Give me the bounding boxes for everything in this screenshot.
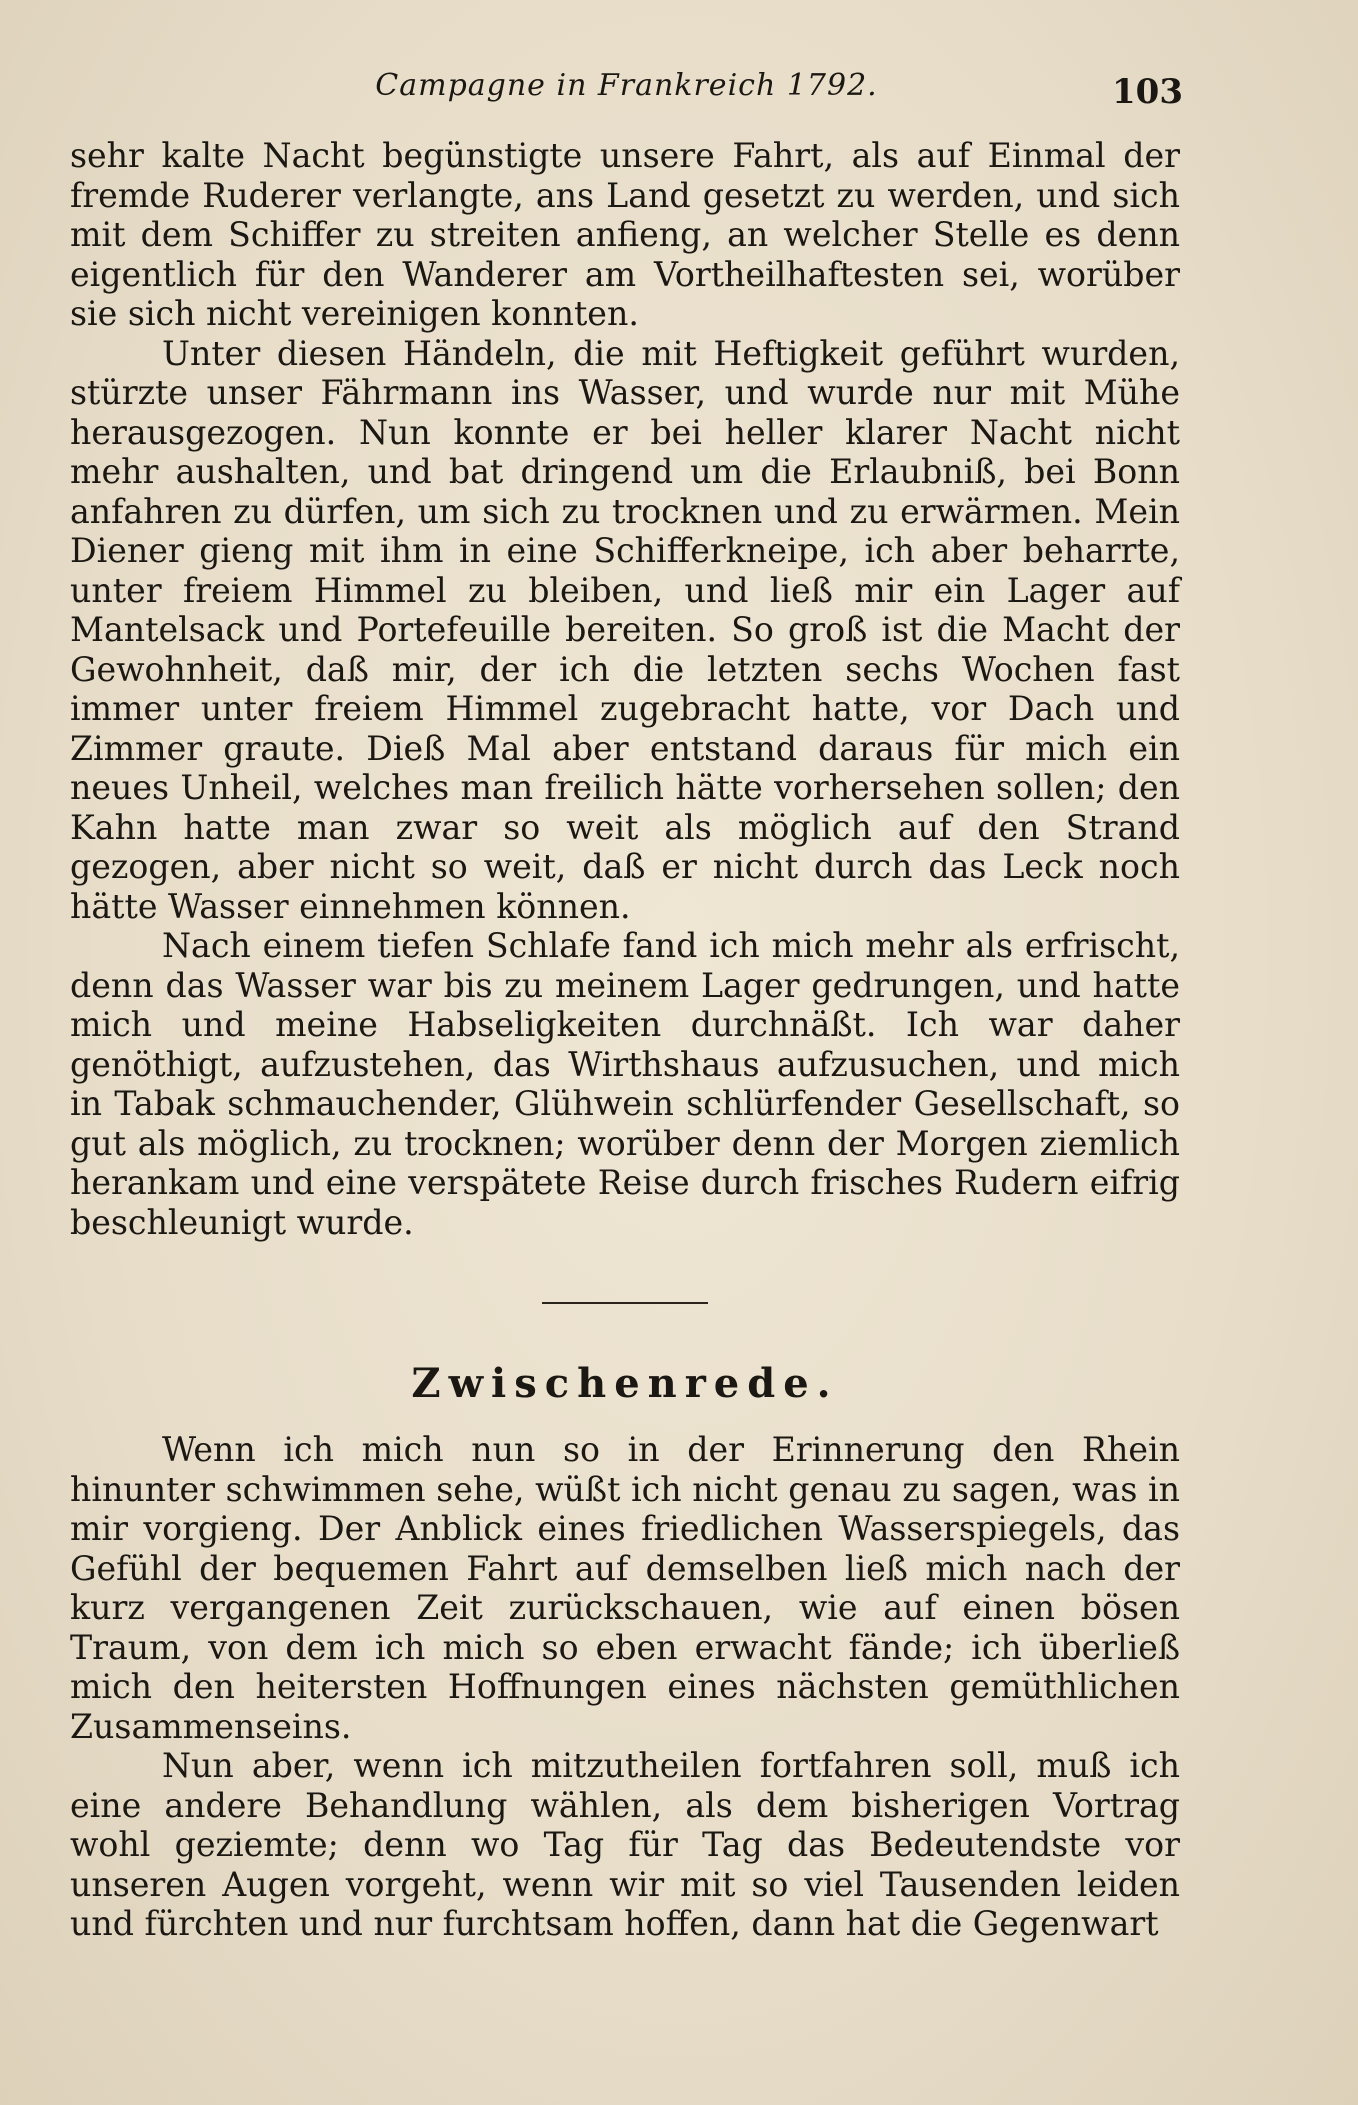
page-body: [70, 136, 1180, 1944]
paragraph-continued: sehr kalte Nacht begünstigte unsere Fahrt, als auf Einmal der fremde Ruderer verlangte, ans Land gesetzt zu werden, und sich mit dem Schiffer zu streiten anfieng, an welcher Stelle es denn eigentlich für den Wanderer am Vortheilhaftesten sei, worüber sie sich nicht vereinigen konnten.: [70, 136, 1180, 333]
paragraph: Wenn ich mich nun so in der Erinnerung den Rhein hinunter schwimmen sehe, wüßt ich nicht genau zu sagen, was in mir vorgieng. Der Anblick eines friedlichen Wasserspiegels, das Gefühl der bequemen Fahrt auf demselben ließ mich nach der kurz vergangenen Zeit zurückschauen, wie auf einen bösen Traum, von dem ich mich so eben erwacht fände; ich überließ mich den heitersten Hoffnungen eines nächsten gemüthlichen Zusammenseins.: [70, 1430, 1180, 1746]
section-heading: Zwischenrede.: [411, 1360, 839, 1407]
paragraph: Nun aber, wenn ich mitzutheilen fortfahren soll, muß ich eine andere Behandlung wählen, als dem bisherigen Vortrag wohl geziemte; denn wo Tag für Tag das Bedeutendste vor unseren Augen vorgeht, wenn wir mit so viel Tausenden leiden und fürchten und nur furchtsam hoffen, dann hat die Gegenwart: [70, 1746, 1180, 1943]
paragraph: Unter diesen Händeln, die mit Heftigkeit geführt wurden, stürzte unser Fährmann ins Wasser, und wurde nur mit Mühe herausgezogen. Nun konnte er bei heller klarer Nacht nicht mehr aushalten, und bat dringend um die Erlaubniß, bei Bonn anfahren zu dürfen, um sich zu trocknen und zu erwärmen. Mein Diener gieng mit ihm in eine Schifferkneipe, ich aber beharrte, unter freiem Himmel zu bleiben, und ließ mir ein Lager auf Mantelsack und Portefeuille bereiten. So groß ist die Macht der Gewohnheit, daß mir, der ich die letzten sechs Wochen fast immer unter freiem Himmel zugebracht hatte, vor Dach und Zimmer graute. Dieß Mal aber entstand daraus für mich ein neues Unheil, welches man freilich hätte vorhersehen sollen; den Kahn hatte man zwar so weit als möglich auf den Strand gezogen, aber nicht so weit, daß er nicht durch das Leck noch hätte Wasser einnehmen können.: [70, 333, 1180, 926]
page-number: 103: [1112, 72, 1183, 112]
page-header: [70, 68, 1183, 118]
paragraph: Nach einem tiefen Schlafe fand ich mich mehr als erfrischt, denn das Wasser war bis zu meinem Lager gedrungen, und hatte mich und meine Habseligkeiten durchnäßt. Ich war daher genöthigt, aufzustehen, das Wirthshaus aufzusuchen, und mich in Tabak schmauchender, Glühwein schlürfender Gesellschaft, so gut als möglich, zu trocknen; worüber denn der Morgen ziemlich herankam und eine verspätete Reise durch frisches Rudern eifrig beschleunigt wurde.: [70, 926, 1180, 1242]
running-title: Campagne in Frankreich 1792.: [375, 68, 878, 103]
section-divider: [542, 1302, 708, 1304]
